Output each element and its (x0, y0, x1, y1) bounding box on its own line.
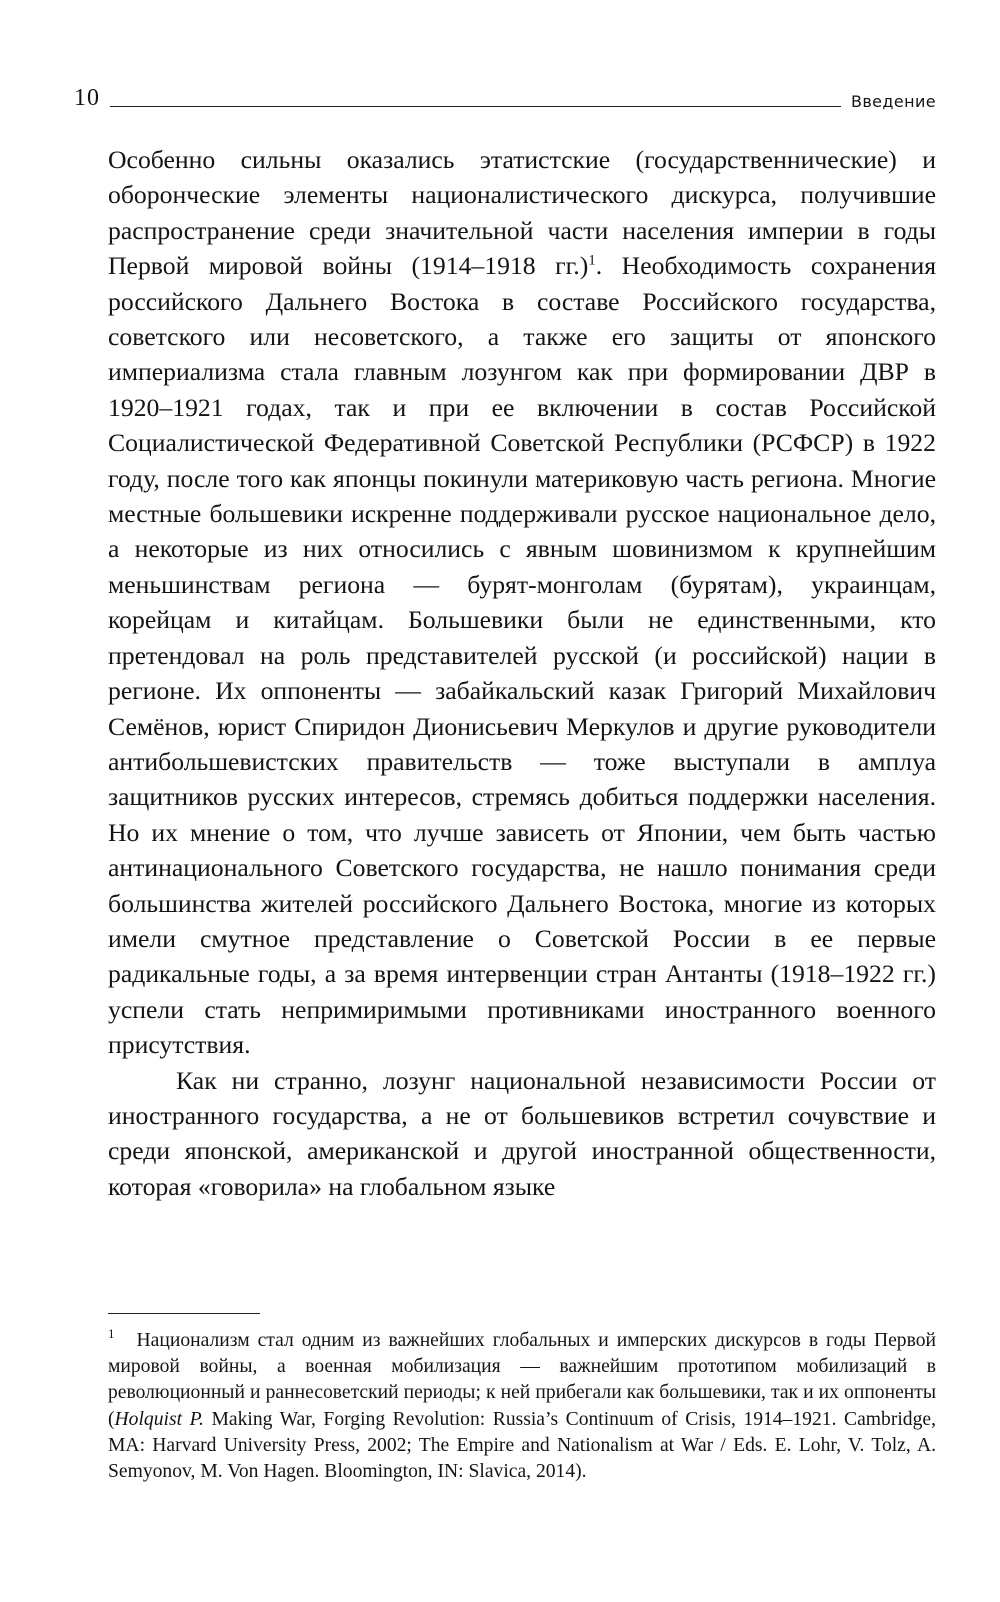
page-number: 10 (74, 85, 100, 111)
footnote-author: Holquist P. (114, 1408, 204, 1430)
footnote-reference[interactable]: 1 (588, 252, 596, 269)
footnote-text-a: Национализм стал одним из важнейших глобальных и имперских дискурсов в годы Первой мировой войны, а военная мобилизация — важнейшим прототипом мобилизаций в революционный и раннесоветский периоды; к ней прибегали как большевики, так и их оппоненты ( (108, 1330, 936, 1430)
paragraph-2: Как ни странно, лозунг национальной независимости России от иностранного государства, а не от большевиков встретил сочувствие и среди японской, американской и другой иностранной общественности, которая «говорила» на глобальном языке (108, 1065, 936, 1201)
footnote-separator (108, 1313, 260, 1314)
main-text (108, 142, 936, 1204)
paragraph-1-text-a: Особенно сильны оказались этатистские (государственнические) и оборонческие элементы националистического дискурса, получившие распространение среди значительной части населения империи в годы Первой мировой войны (1914–1918 гг.) (108, 145, 936, 281)
footnote (108, 1328, 936, 1485)
footnote-marker: 1 (108, 1326, 115, 1342)
paragraph-1-text-b: . Необходимость сохранения российского Дальнего Востока в составе Российского государства, советского или несоветского, а также его защиты от японского империализма стала главным лозунгом как при формировании ДВР в 1920–1921 годах, так и при ее включении в состав Российской Социалистической Федеративной Советской Республики (РСФСР) в 1922 году, после того как японцы покинули материковую часть региона. Многие местные большевики искренне поддерживали русское национальное дело, а некоторые из них относились с явным шовинизмом к крупнейшим меньшинствам региона — бурят-монголам (бурятам), украинцам, корейцам и китайцам. Большевики были не единственными, кто претендовал на роль представителей русской (и российской) нации в регионе. Их оппоненты — забайкальский казак Григорий Михайлович Семёнов, юрист Спиридон Дионисьевич Меркулов и другие руководители антибольшевистских правительств — тоже выступали в амплуа защитников русских интересов, стремясь добиться поддержки населения. Но их мнение о том, что лучше зависеть от Японии, чем быть частью антинационального Советского государства, не нашло понимания среди большинства жителей российского Дальнего Востока, многие из которых имели смутное представление о Советской России в ее первые радикальные годы, а за время интервенции стран Антанты (1918–1922 гг.) успели стать непримиримыми противниками иностранного военного присутствия. (108, 251, 937, 1060)
header-rule (110, 106, 841, 107)
running-head (74, 80, 936, 110)
paragraph-1 (108, 142, 936, 1063)
section-title: Введение (850, 92, 936, 111)
footnote-text-b: Making War, Forging Revolution: Russia’s Continuum of Crisis, 1914–1921. Cambridge, MA: Harvard University Press, 2002; The Empire and Nationalism at War / Eds. E. Lohr, V. Tolz, A. Semyonov, M. Von Hagen. Bloomington, IN: Slavica, 2014). (108, 1408, 936, 1483)
